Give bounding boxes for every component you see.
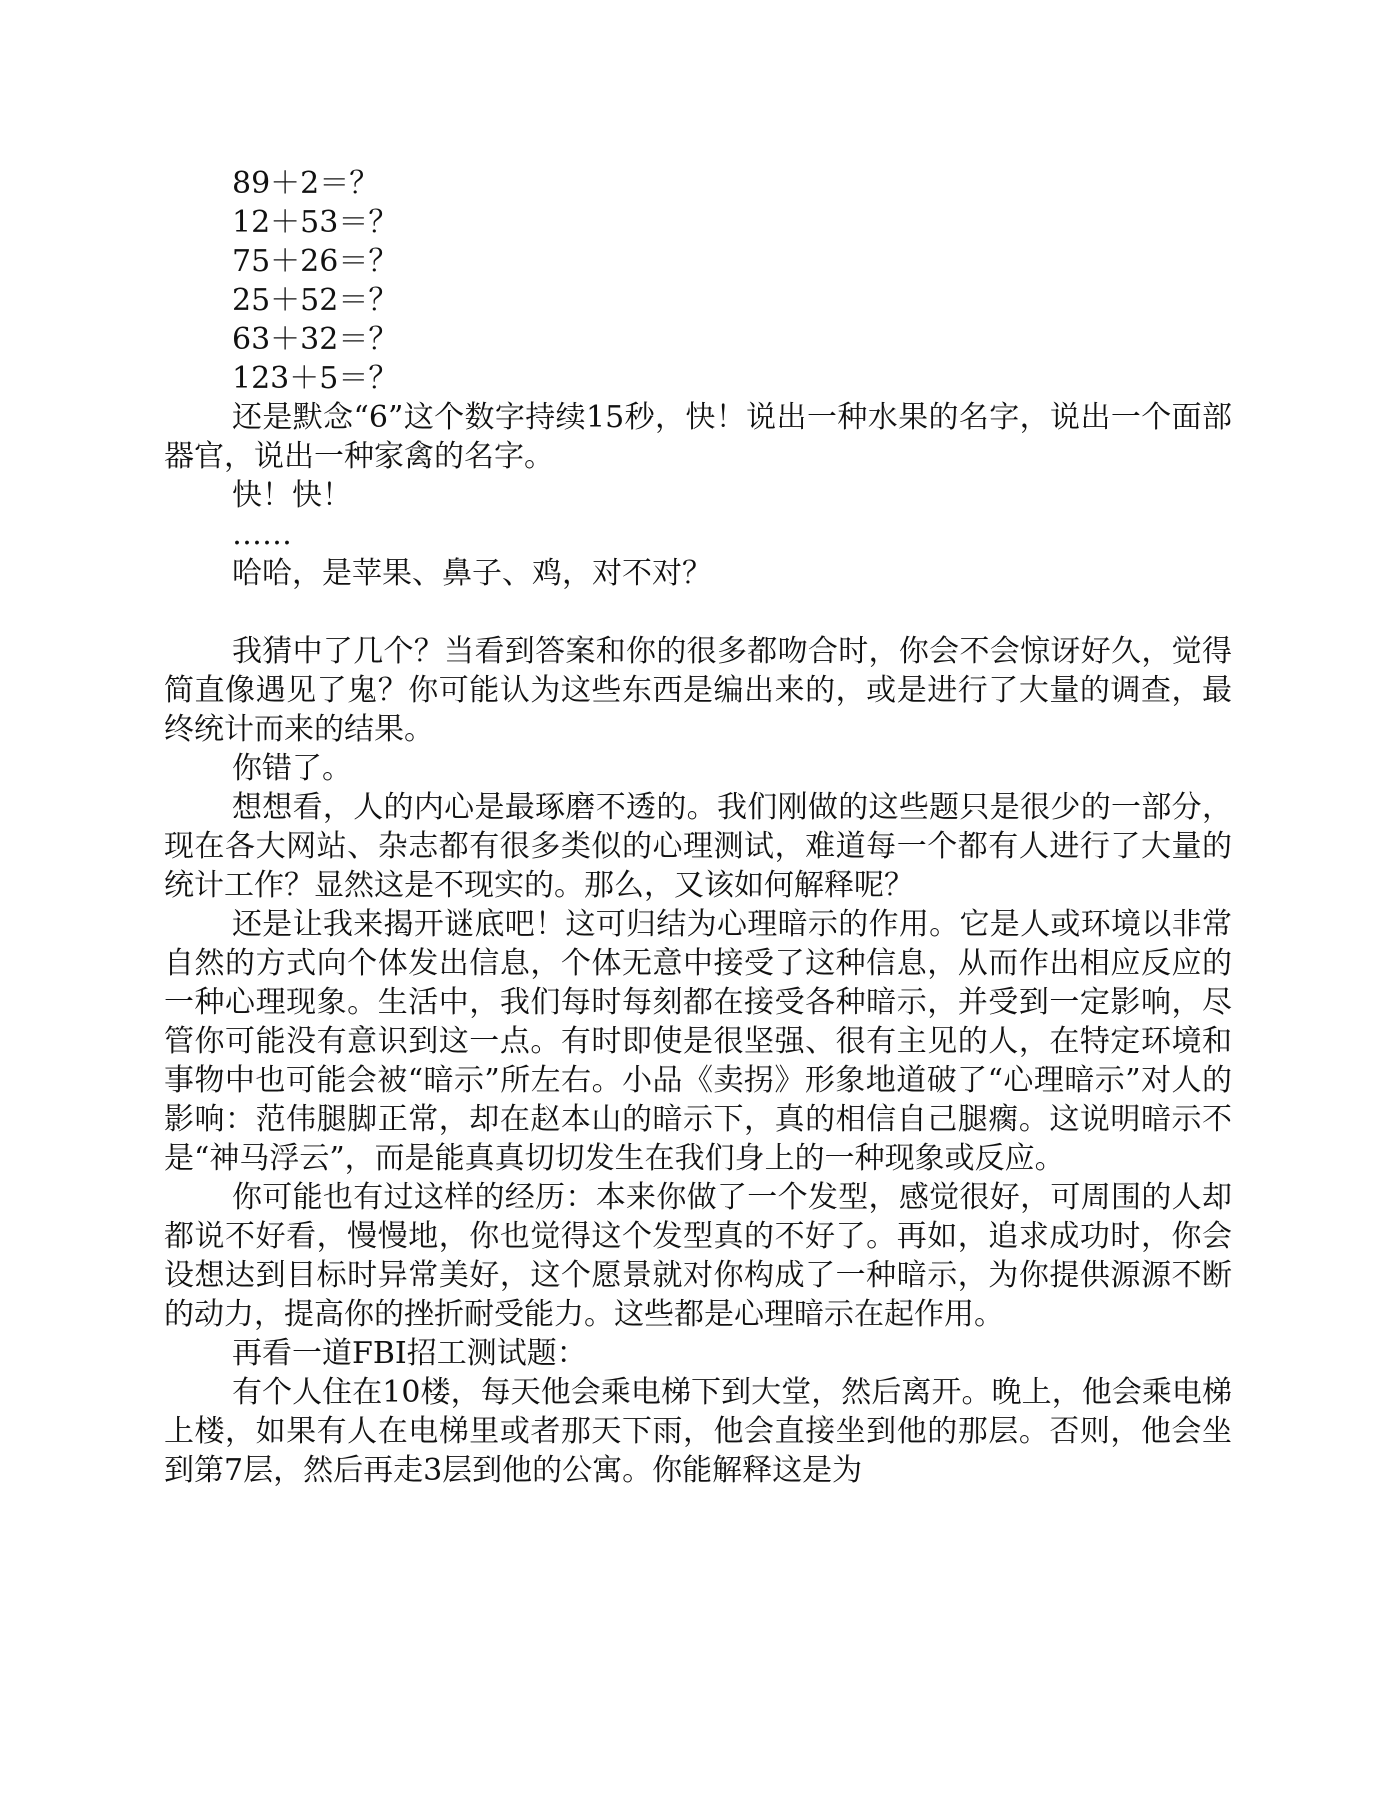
body-text	[164, 164, 1232, 1490]
paragraph: 有个人住在10楼，每天他会乘电梯下到大堂，然后离开。晚上，他会乘电梯上楼，如果有人在电梯里或者那天下雨，他会直接坐到他的那层。否则，他会坐到第7层，然后再走3层到他的公寓。你能解释这是为	[164, 1375, 1232, 1488]
equation-line: 123＋5＝？	[232, 361, 399, 396]
paragraph: 还是让我来揭开谜底吧！这可归结为心理暗示的作用。它是人或环境以非常自然的方式向个体发出信息，个体无意中接受了这种信息，从而作出相应反应的一种心理现象。生活中，我们每时每刻都在接受各种暗示，并受到一定影响，尽管你可能没有意识到这一点。有时即使是很坚强、很有主见的人，在特定环境和事物中也可能会被“暗示”所左右。小品《卖拐》形象地道破了“心理暗示”对人的影响：范伟腿脚正常，却在赵本山的暗示下，真的相信自己腿瘸。这说明暗示不是“神马浮云”，而是能真真切切发生在我们身上的一种现象或反应。	[164, 907, 1232, 1176]
paragraph: 再看一道FBI招工测试题：	[232, 1336, 587, 1371]
paragraph: 想想看，人的内心是最琢磨不透的。我们刚做的这些题只是很少的一部分，现在各大网站、杂志都有很多类似的心理测试，难道每一个都有人进行了大量的统计工作？显然这是不现实的。那么，又该如何解释呢？	[164, 790, 1232, 903]
paragraph: 你错了。	[232, 751, 352, 786]
paragraph: 哈哈，是苹果、鼻子、鸡，对不对？	[232, 556, 712, 591]
paragraph: 我猜中了几个？当看到答案和你的很多都吻合时，你会不会惊讶好久，觉得简直像遇见了鬼？你可能认为这些东西是编出来的，或是进行了大量的调查，最终统计而来的结果。	[164, 634, 1232, 747]
paragraph: 你可能也有过这样的经历：本来你做了一个发型，感觉很好，可周围的人却都说不好看，慢慢地，你也觉得这个发型真的不好了。再如，追求成功时，你会设想达到目标时异常美好，这个愿景就对你构成了一种暗示，为你提供源源不断的动力，提高你的挫折耐受能力。这些都是心理暗示在起作用。	[164, 1180, 1232, 1332]
equation-line: 25＋52＝？	[232, 283, 399, 318]
equation-line: 12＋53＝？	[232, 205, 399, 240]
equation-line: 89＋2＝？	[232, 166, 380, 201]
paragraph: ……	[232, 517, 292, 552]
equation-line: 63＋32＝？	[232, 322, 399, 357]
paragraph: 快！快！	[232, 478, 352, 513]
paragraph: 还是默念“6”这个数字持续15秒，快！说出一种水果的名字，说出一个面部器官，说出一种家禽的名字。	[164, 400, 1232, 474]
equation-line: 75＋26＝？	[232, 244, 399, 279]
paragraph-gap	[164, 593, 1232, 632]
